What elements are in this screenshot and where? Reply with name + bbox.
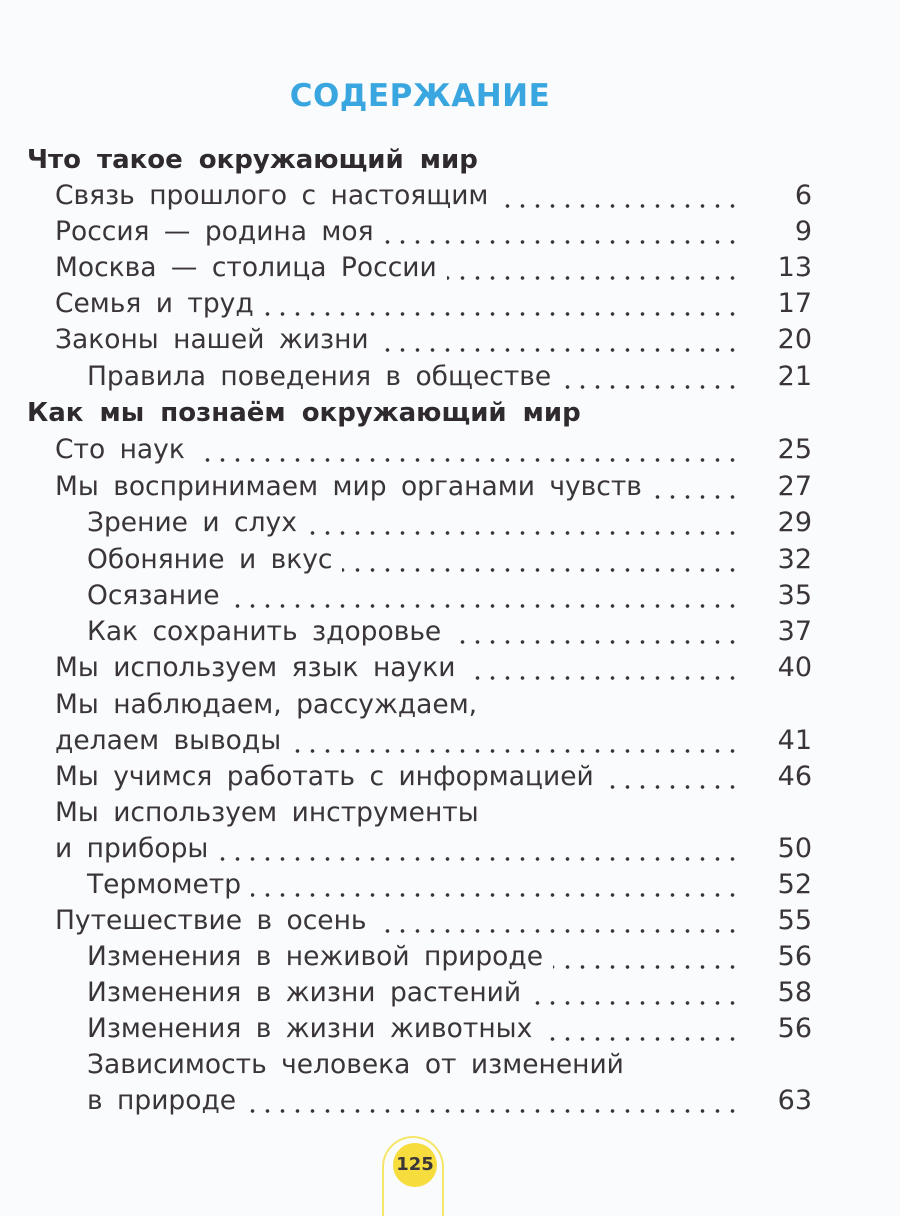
- toc-entry: [0, 1083, 900, 1119]
- toc-page-number: 17: [777, 288, 812, 319]
- dot-leader: [307, 505, 740, 541]
- section-heading-label: Что такое окружающий мир: [27, 145, 478, 175]
- toc-entry-label: делаем выводы: [55, 725, 282, 756]
- dot-leader: [465, 650, 740, 686]
- toc-entry: [0, 831, 900, 867]
- dot-leader: [561, 359, 740, 395]
- dot-leader: [342, 542, 740, 578]
- dot-leader: [264, 286, 740, 322]
- toc-page-number: 29: [777, 507, 812, 538]
- page-number-badge: 125: [393, 1143, 437, 1187]
- toc-entry: [0, 214, 900, 250]
- toc-entry: [0, 178, 900, 214]
- dot-leader: [291, 723, 740, 759]
- toc-page-number: 13: [777, 252, 812, 283]
- toc-entry-label: Осязание: [87, 580, 220, 611]
- toc-entry-label: и приборы: [55, 833, 209, 864]
- dot-leader: [251, 867, 740, 903]
- toc-entry: [0, 1011, 900, 1047]
- toc-page-number: 27: [777, 471, 812, 502]
- dot-leader: [531, 975, 740, 1011]
- toc-entry: [0, 903, 900, 939]
- toc-page-number: 37: [777, 616, 812, 647]
- toc-entry-label: Семья и труд: [55, 288, 254, 319]
- toc-entry-label: Термометр: [87, 869, 242, 900]
- dot-leader: [447, 250, 740, 286]
- toc-page-number: 56: [777, 941, 812, 972]
- toc-page-number: 52: [777, 869, 812, 900]
- dot-leader: [230, 578, 740, 614]
- toc-entry-label: Зрение и слух: [87, 507, 297, 538]
- toc-page-number: 20: [777, 324, 812, 355]
- toc-page-number: 55: [777, 905, 812, 936]
- toc-entry: [0, 687, 900, 723]
- toc-entry-label: Изменения в жизни растений: [87, 977, 522, 1008]
- toc-entry: [0, 867, 900, 903]
- toc-section-heading: [0, 142, 900, 178]
- toc-page-number: 56: [777, 1013, 812, 1044]
- toc-entry-label: Россия — родина моя: [55, 216, 374, 247]
- toc-entry: [0, 250, 900, 286]
- toc-page-number: 58: [777, 977, 812, 1008]
- toc-entry-label: Как сохранить здоровье: [87, 616, 442, 647]
- toc-page-number: 9: [794, 216, 812, 247]
- toc-page-number: 35: [777, 580, 812, 611]
- toc-entry-label: Связь прошлого с настоящим: [55, 180, 489, 211]
- dot-leader: [379, 322, 740, 358]
- toc-entry: [0, 286, 900, 322]
- dot-leader: [384, 214, 740, 250]
- toc-entry-label: Мы воспринимаем мир органами чувств: [55, 471, 642, 502]
- toc-entry: [0, 578, 900, 614]
- toc-entry: [0, 723, 900, 759]
- toc-entry: [0, 614, 900, 650]
- dot-leader: [498, 178, 740, 214]
- page-title: СОДЕРЖАНИЕ: [289, 78, 551, 114]
- dot-leader: [542, 1011, 740, 1047]
- toc-entry-label: Мы учимся работать с информацией: [55, 761, 594, 792]
- toc-entry: [0, 650, 900, 686]
- toc-entry-label: Зависимость человека от изменений: [87, 1049, 624, 1080]
- toc-entry: [0, 322, 900, 358]
- toc-entry: [0, 359, 900, 395]
- toc-page-number: 50: [777, 833, 812, 864]
- toc-entry-label: Мы используем язык науки: [55, 652, 456, 683]
- toc-entry-label: в природе: [87, 1085, 237, 1116]
- toc-entry: [0, 469, 900, 505]
- toc-page-number: 41: [777, 725, 812, 756]
- toc-page-number: 63: [777, 1085, 812, 1116]
- dot-leader: [553, 939, 740, 975]
- toc-entry: [0, 939, 900, 975]
- dot-leader: [604, 759, 740, 795]
- dot-leader: [246, 1083, 740, 1119]
- toc-section-heading: [0, 395, 900, 431]
- toc-entry: [0, 542, 900, 578]
- toc-entry-label: Путешествие в осень: [55, 905, 367, 936]
- toc-entry-label: Москва — столица России: [55, 252, 437, 283]
- toc-entry: [0, 432, 900, 468]
- toc-entry-label: Изменения в жизни животных: [87, 1013, 533, 1044]
- toc-page-number: 25: [777, 434, 812, 465]
- toc-entry-label: Правила поведения в обществе: [87, 361, 552, 392]
- dot-leader: [451, 614, 740, 650]
- dot-leader: [652, 469, 740, 505]
- section-heading-label: Как мы познаём окружающий мир: [27, 398, 581, 428]
- toc-page-number: 32: [777, 544, 812, 575]
- toc-page-number: 40: [777, 652, 812, 683]
- toc-entry-label: Изменения в неживой природе: [87, 941, 544, 972]
- dot-leader: [195, 432, 740, 468]
- dot-leader: [377, 903, 740, 939]
- toc-entry: [0, 759, 900, 795]
- toc-entry-label: Мы используем инструменты: [55, 797, 479, 828]
- toc-entry-label: Обоняние и вкус: [87, 544, 333, 575]
- dot-leader: [218, 831, 740, 867]
- toc-entry: [0, 975, 900, 1011]
- toc-entry-label: Сто наук: [55, 434, 185, 465]
- toc-entry: [0, 1047, 900, 1083]
- toc-page-number: 21: [777, 361, 812, 392]
- toc-page-number: 46: [777, 761, 812, 792]
- toc-entry-label: Мы наблюдаем, рассуждаем,: [55, 689, 478, 720]
- toc-entry: [0, 795, 900, 831]
- toc-entry-label: Законы нашей жизни: [55, 324, 369, 355]
- toc-entry: [0, 505, 900, 541]
- toc-page-number: 6: [794, 180, 812, 211]
